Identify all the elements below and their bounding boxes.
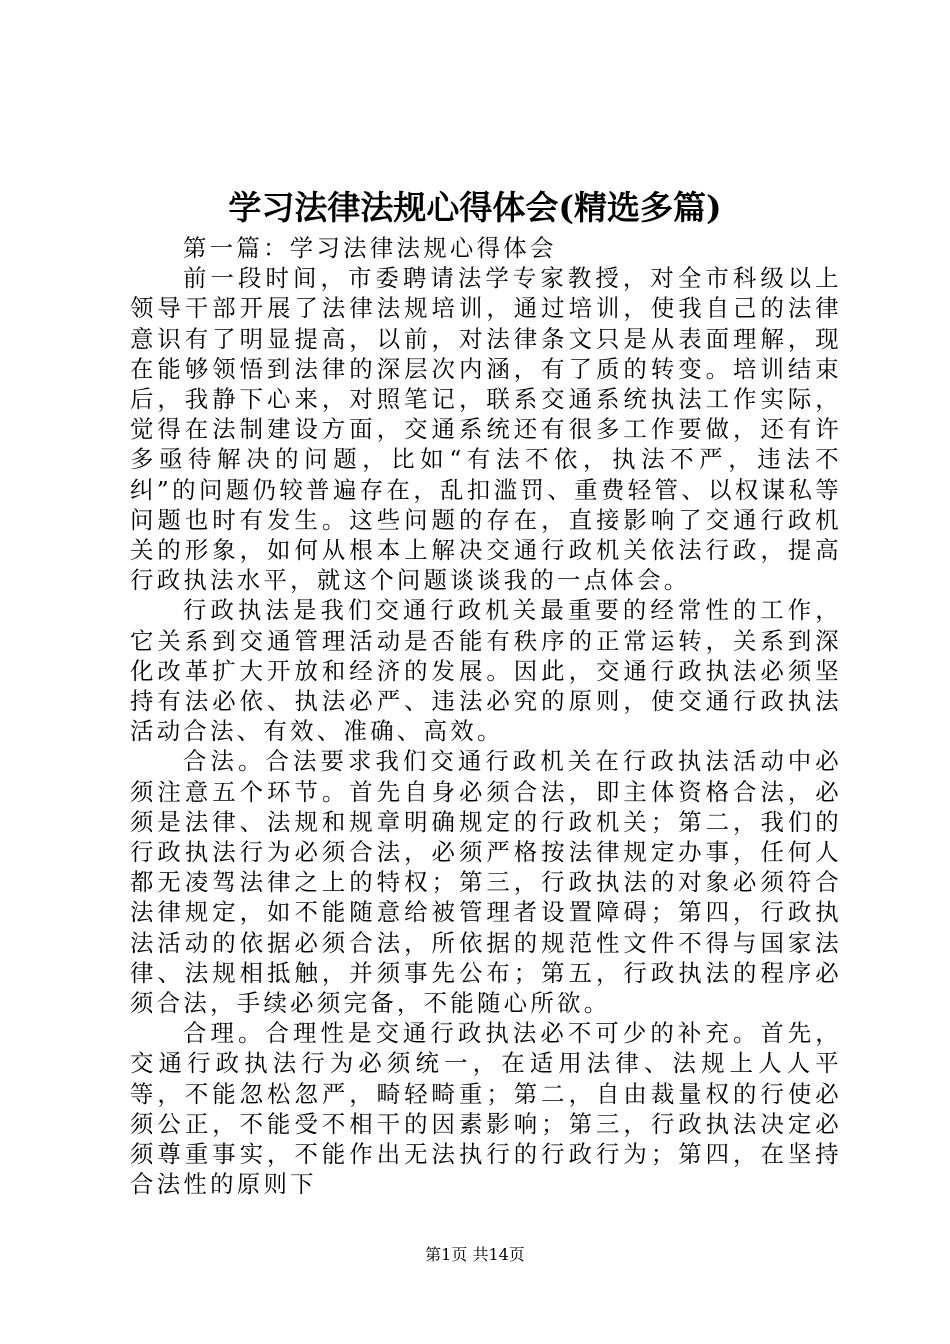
document-title: 学习法律法规心得体会(精选多篇)	[228, 188, 722, 227]
section-heading: 第一篇：学习法律法规心得体会	[183, 234, 557, 262]
page-number-footer: 第1页 共14页	[425, 1245, 525, 1264]
body-paragraph: 行政执法是我们交通行政机关最重要的经常性的工作，它关系到交通管理活动是否能有秩序的正常运转，关系到深化改革扩大开放和经济的发展。因此，交通行政执法必须坚持有法必依、执法必严、违法必究的原则，使交通行政执法活动合法、有效、准确、高效。	[130, 596, 842, 746]
document-body	[130, 233, 842, 1200]
body-paragraph: 合理。合理性是交通行政执法必不可少的补充。首先，交通行政执法行为必须统一，在适用法律、法规上人人平等，不能忽松忽严，畸轻畸重；第二，自由裁量权的行使必须公正，不能受不相干的因素影响；第三，行政执法决定必须尊重事实，不能作出无法执行的行政行为；第四，在坚持合法性的原则下	[130, 1019, 842, 1199]
body-paragraph: 前一段时间，市委聘请法学专家教授，对全市科级以上领导干部开展了法律法规培训，通过培训，使我自己的法律意识有了明显提高，以前，对法律条文只是从表面理解，现在能够领悟到法律的深层次内涵，有了质的转变。培训结束后，我静下心来，对照笔记，联系交通系统执法工作实际，觉得在法制建设方面，交通系统还有很多工作要做，还有许多亟待解决的问题，比如“有法不依，执法不严，违法不纠”的问题仍较普遍存在，乱扣滥罚、重费轻管、以权谋私等问题也时有发生。这些问题的存在，直接影响了交通行政机关的形象，如何从根本上解决交通行政机关依法行政，提高行政执法水平，就这个问题谈谈我的一点体会。	[130, 264, 842, 595]
body-paragraph: 合法。合法要求我们交通行政机关在行政执法活动中必须注意五个环节。首先自身必须合法，即主体资格合法，必须是法律、法规和规章明确规定的行政机关；第二，我们的行政执法行为必须合法，必须严格按法律规定办事，任何人都无凌驾法律之上的特权；第三，行政执法的对象必须符合法律规定，如不能随意给被管理者设置障碍；第四，行政执法活动的依据必须合法，所依据的规范性文件不得与国家法律、法规相抵触，并须事先公布；第五，行政执法的程序必须合法，手续必须完备，不能随心所欲。	[130, 747, 842, 1018]
